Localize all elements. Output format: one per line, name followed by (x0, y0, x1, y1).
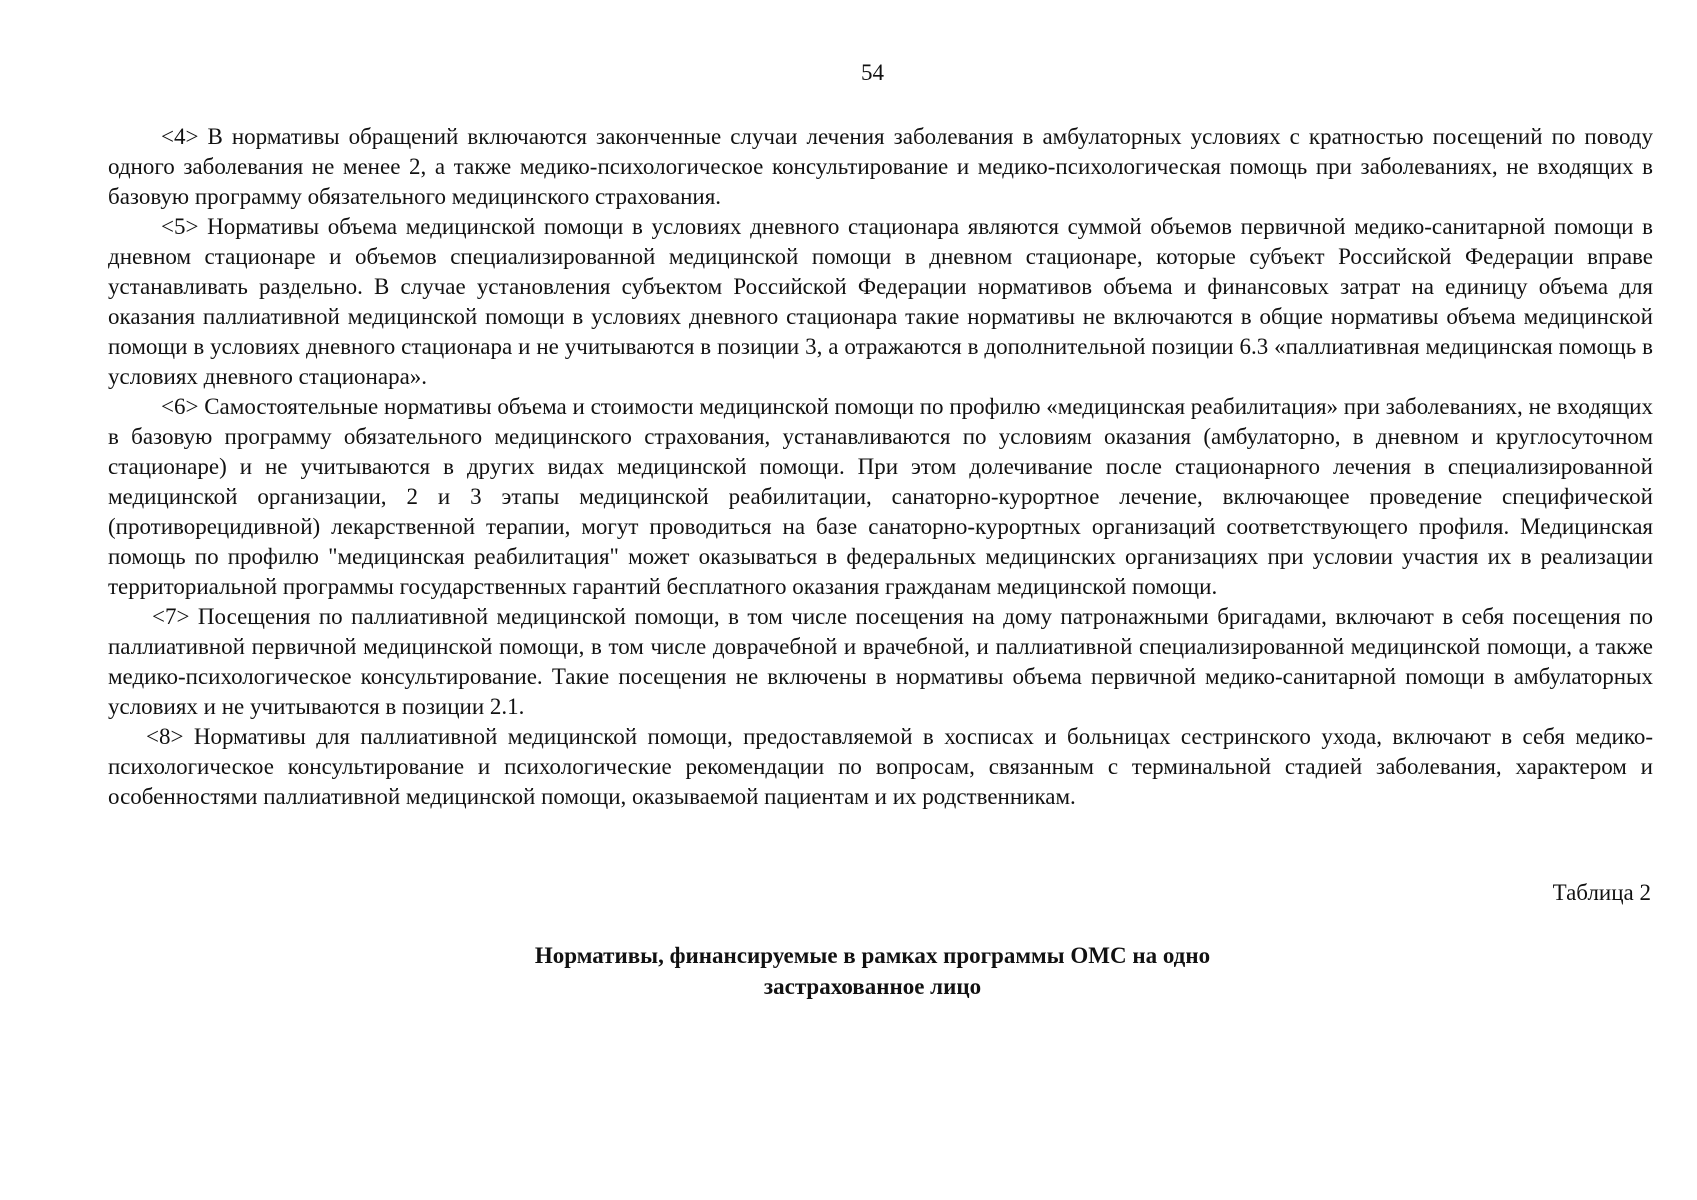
footnote-4: <4> В нормативы обращений включаются законченные случаи лечения заболевания в амбулаторных условиях с кратностью посещений по поводу одного заболевания не менее 2, а также медико-психологическое консультирование и медико-психологическая помощь при заболеваниях, не входящих в базовую программу обязательного медицинского страхования. (108, 124, 1653, 209)
footnote-7: <7> Посещения по паллиативной медицинской помощи, в том числе посещения на дому патронажными бригадами, включают в себя посещения по паллиативной первичной медицинской помощи, в том числе доврачебной и врачебной, и паллиативной специализированной медицинской помощи, а также медико-психологическое консультирование. Такие посещения не включены в нормативы объема первичной медико-санитарной помощи в амбулаторных условиях и не учитываются в позиции 2.1. (108, 604, 1653, 719)
table-title-line-1: Нормативы, финансируемые в рамках программы ОМС на одно (534, 943, 1211, 968)
footnote-8: <8> Нормативы для паллиативной медицинской помощи, предоставляемой в хосписах и больницах сестринского ухода, включают в себя медико-психологическое консультирование и психологические рекомендации по вопросам, связанным с терминальной стадией заболевания, характером и особенностями паллиативной медицинской помощи, оказываемой пациентам и их родственникам. (108, 724, 1653, 809)
table-title (0, 940, 1697, 1002)
footnotes-section (108, 122, 1653, 812)
footnote-6: <6> Самостоятельные нормативы объема и стоимости медицинской помощи по профилю «медицинская реабилитация» при заболеваниях, не входящих в базовую программу обязательного медицинского страхования, устанавливаются по условиям оказания (амбулаторно, в дневном и круглосуточном стационаре) и не учитываются в других видах медицинской помощи. При этом долечивание после стационарного лечения в специализированной медицинской организации, 2 и 3 этапы медицинской реабилитации, санаторно-курортное лечение, включающее проведение специфической (противорецидивной) лекарственной терапии, могут проводиться на базе санаторно-курортных организаций соответствующего профиля. Медицинская помощь по профилю "медицинская реабилитация" может оказываться в федеральных медицинских организациях при условии участия их в реализации территориальной программы государственных гарантий бесплатного оказания гражданам медицинской помощи. (108, 394, 1653, 599)
table-label: Таблица 2 (1552, 880, 1651, 905)
footnote-5: <5> Нормативы объема медицинской помощи в условиях дневного стационара являются суммой объемов первичной медико-санитарной помощи в дневном стационаре и объемов специализированной медицинской помощи в дневном стационаре, которые субъект Российской Федерации вправе устанавливать раздельно. В случае установления субъектом Российской Федерации нормативов объема и финансовых затрат на единицу объема для оказания паллиативной медицинской помощи в условиях дневного стационара такие нормативы не включаются в общие нормативы объема медицинской помощи в условиях дневного стационара и не учитываются в позиции 3, а отражаются в дополнительной позиции 6.3 «паллиативная медицинская помощь в условиях дневного стационара». (108, 214, 1653, 389)
page-number: 54 (861, 60, 884, 85)
table-title-line-2: застрахованное лицо (763, 974, 982, 999)
